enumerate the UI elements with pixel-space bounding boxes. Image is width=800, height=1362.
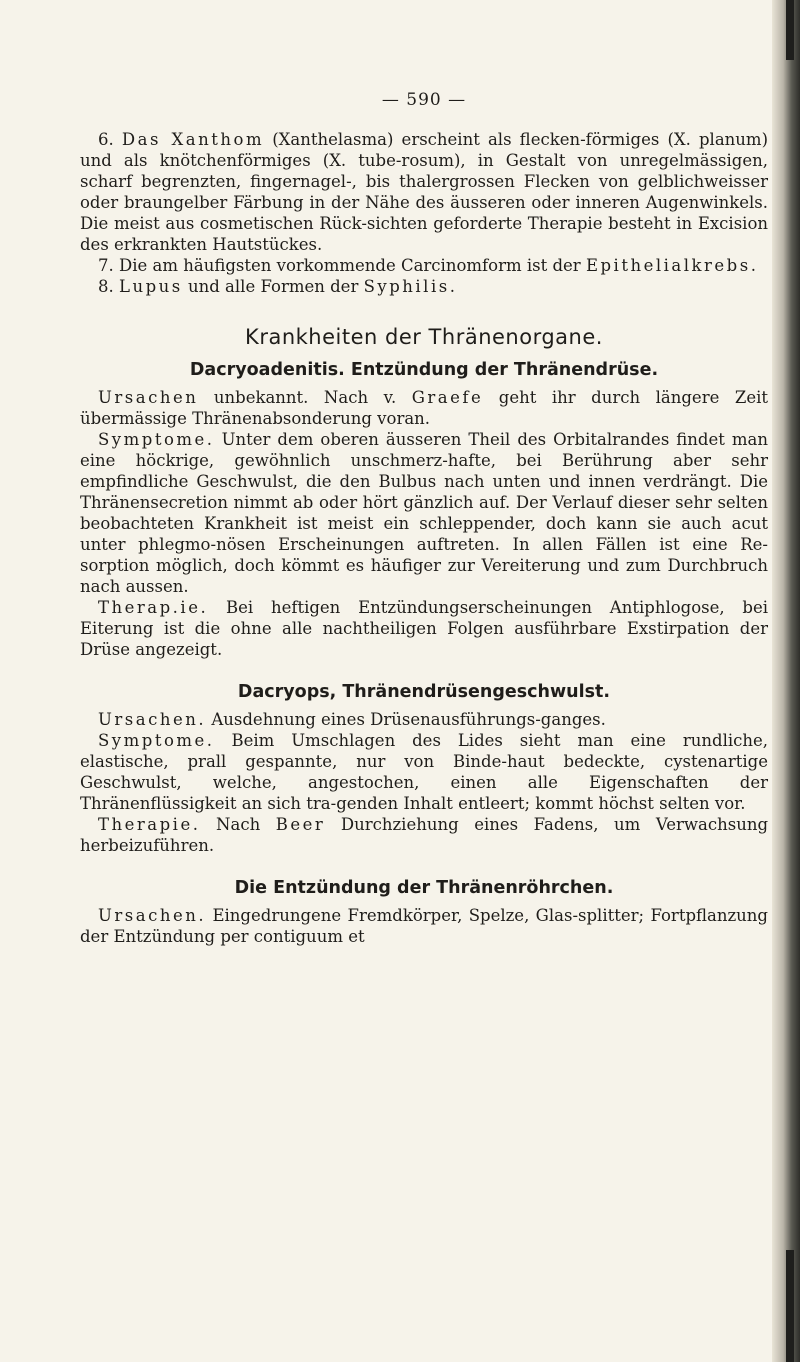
dacryops-therapie [80,814,768,856]
item-number: 6. [98,130,114,149]
book-binding-edge [772,0,800,1362]
name-graefe: Graefe [411,388,484,407]
dacryoadenitis-symptome [80,429,768,597]
dacryoadenitis-ursachen [80,387,768,429]
section-title: Krankheiten der Thränenorgane. [245,325,603,349]
text: geht ihr durch längere Zeit übermässige Thränenabsonderung voran. [80,388,768,428]
heading-dacryoadenitis: Dacryoadenitis. Entzündung der Thränendrüse. [189,360,659,380]
label-symptome: Symptome. [98,731,215,750]
item-text: 7. Die am häufigsten vorkommende Carcinomform ist der [98,256,581,275]
text: Ausdehnung eines Drüsenausführungs-ganges. [211,710,606,729]
binding-shadow [786,0,794,60]
page-number: — 590 — [381,90,467,110]
page-content [80,80,768,947]
term-xanthom: Das Xanthom [121,130,265,149]
text: Eingedrungene Fremdkörper, Spelze, Glas-splitter; Fortpflanzung der Entzündung per contiguum et [80,906,768,946]
term-epithelialkrebs: Epithelialkrebs. [585,256,759,275]
label-therapie: Therapie. [98,815,201,834]
text: Bei heftigen Entzündungserscheinungen Antiphlogose, bei Eiterung ist die ohne alle nachtheiligen Folgen ausführbare Exstirpation der Drüse angezeigt. [80,598,769,659]
dacryops-symptome [80,730,768,814]
label-ursachen: Ursachen [98,388,199,407]
text: Nach [216,815,261,834]
text: Durchziehung eines Fadens, um Verwachsung herbeizuführen. [80,815,769,855]
term-lupus: Lupus [119,277,183,296]
heading-dacryops: Dacryops, Thränendrüsengeschwulst. [237,682,611,702]
text: Unter dem oberen äusseren Theil des Orbitalrandes findet man eine höckrige, gewöhnlich unschmerz-hafte, bei Berührung aber sehr empfindliche Geschwulst, die den Bulbus nach unten und innen verdrängt. Die Thränensecretion nimmt ab oder hört gänzlich auf. Der Verlauf dieser sehr selten beobachteten Krankheit ist meist ein schleppender, doch kann sie auch acut unter phlegmo-nösen Erscheinungen auftreten. In allen Fällen ist eine Re-sorption möglich, doch kömmt es häufiger zur Vereiterung und zum Durchbruch nach aussen. [80,430,768,596]
dacryops-ursachen [80,709,768,730]
binding-shadow [786,1250,794,1362]
label-ursachen: Ursachen. [98,906,207,925]
item-8-paragraph [80,276,768,297]
text: Beim Umschlagen des Lides sieht man eine rundliche, elastische, prall gespannte, nur von Binde-haut bedeckte, cystenartige Geschwulst, welche, angestochen, einen alle Eigenschaften der Thränenflüssigkeit an sich tra-genden Inhalt entleert; kommt höchst selten vor. [80,731,769,813]
text: unbekannt. Nach v. [213,388,397,407]
item-number: 8. [98,277,114,296]
name-beer: Beer [275,815,326,834]
item-7-paragraph [80,255,768,276]
label-therapie: Therap.ie. [98,598,209,617]
item-text: und alle Formen der [188,277,359,296]
thraenenroehrchen-ursachen [80,905,768,947]
item-text: (Xanthelasma) erscheint als flecken-förmiges (X. planum) und als knötchenförmiges (X. tube-rosum), in Gestalt von unregelmässigen, scharf begrenzten, fingernagel-, bis thalergrossen Flecken von gelblichweisser oder braungelber Färbung in der Nähe des äusseren oder inneren Augenwinkels. Die meist aus cosmetischen Rück-sichten geforderte Therapie besteht in Excision des erkrankten Hautstückes. [80,130,769,254]
label-ursachen: Ursachen. [98,710,207,729]
label-symptome: Symptome. [98,430,215,449]
heading-thraenenroehrchen: Die Entzündung der Thränenröhrchen. [234,878,614,898]
term-syphilis: Syphilis. [363,277,458,296]
item-6-paragraph [80,129,768,255]
dacryoadenitis-therapie [80,597,768,660]
